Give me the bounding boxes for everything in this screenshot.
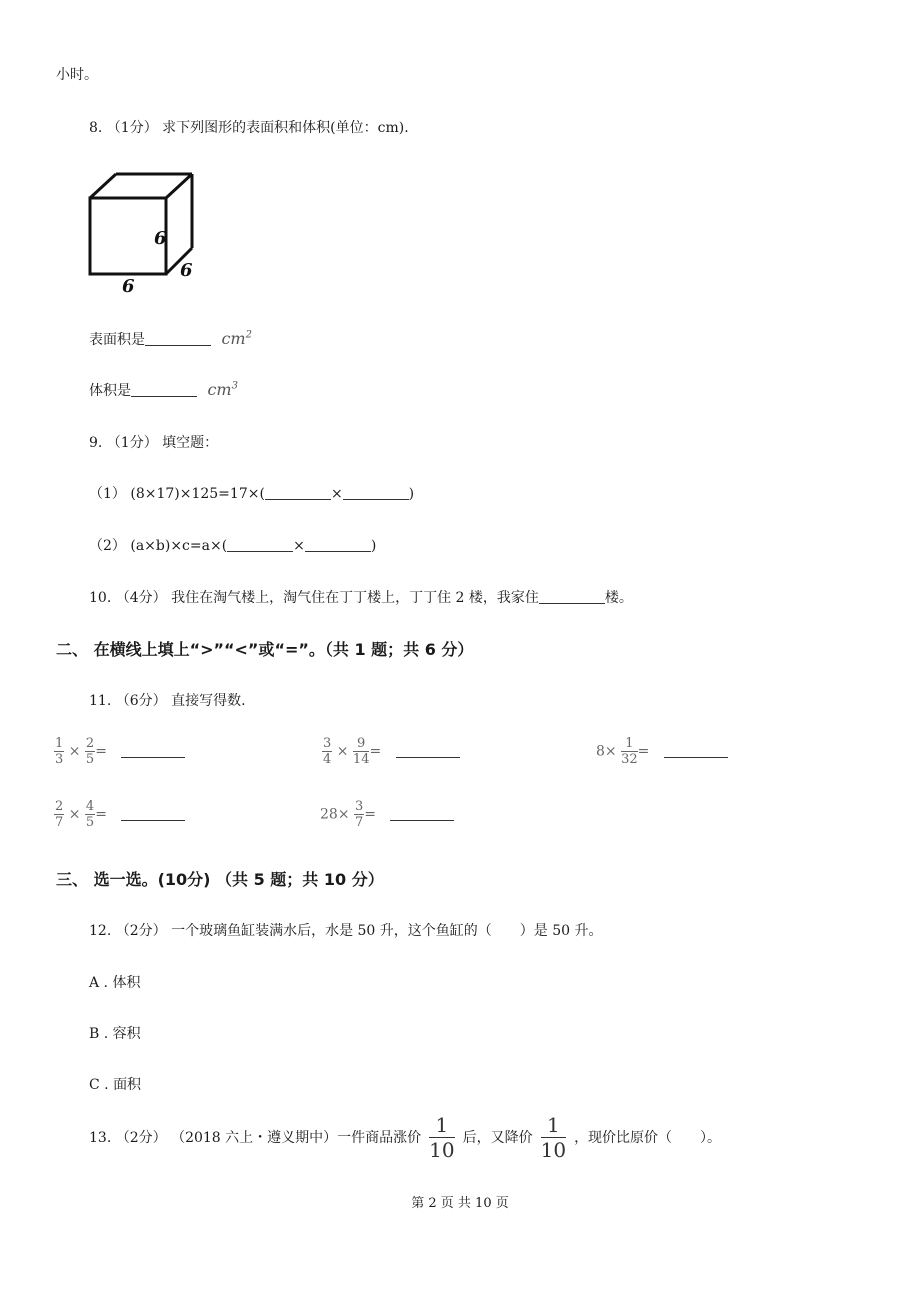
volume-line bbox=[89, 380, 238, 400]
fraction: $\frac{9}{14}$ bbox=[352, 736, 370, 767]
answer-blank-2[interactable] bbox=[396, 743, 460, 758]
fraction: $\frac{4}{5}$ bbox=[85, 799, 95, 830]
expression-4: $\frac{2}{7}$ × $\frac{4}{5}$ = bbox=[54, 800, 185, 829]
cube-depth-label: 6 bbox=[180, 260, 193, 281]
answer-blank-3[interactable] bbox=[664, 743, 728, 758]
cube-height-label: 6 bbox=[154, 228, 167, 249]
section-2-title: 二、 在横线上填上“>”“<”或“=”。（共 1 题；共 6 分） bbox=[56, 640, 474, 659]
fraction: $\frac{2}{5}$ bbox=[85, 736, 95, 767]
unit-square-cm: $cm^2$ bbox=[221, 329, 252, 348]
section-3-title: 三、 选一选。(10分) （共 5 题；共 10 分） bbox=[56, 870, 384, 889]
question-12-stem: 12. （2分） 一个玻璃鱼缸装满水后，水是 50 升，这个鱼缸的（ ）是 50 升。 bbox=[89, 923, 603, 939]
cube-figure bbox=[84, 168, 204, 298]
expression-1: $\frac{1}{3}$ × $\frac{2}{5}$ = bbox=[54, 737, 185, 766]
unit-cubic-cm: $cm^3$ bbox=[207, 380, 238, 399]
q10-blank[interactable] bbox=[539, 589, 605, 604]
fraction-one-tenth: $\frac{1}{10}$ bbox=[429, 1112, 455, 1162]
question-8-stem: 8. （1分） 求下列图形的表面积和体积(单位：cm). bbox=[89, 120, 409, 136]
cube-width-label: 6 bbox=[122, 276, 135, 297]
q9-p1-blank-1[interactable] bbox=[265, 485, 331, 500]
answer-blank-4[interactable] bbox=[121, 806, 185, 821]
q9-p1-blank-2[interactable] bbox=[343, 485, 409, 500]
volume-label: 体积是 bbox=[89, 383, 131, 399]
fraction: $\frac{3}{7}$ bbox=[355, 799, 364, 830]
expression-2: $\frac{3}{4}$ × $\frac{9}{14}$ = bbox=[322, 737, 460, 766]
option-a[interactable]: A . 体积 bbox=[89, 975, 141, 991]
fraction: $\frac{3}{4}$ bbox=[323, 736, 332, 767]
surface-area-blank[interactable] bbox=[145, 331, 211, 346]
question-13: 13. （2分） （2018 六上・遵义期中）一件商品涨价 $\frac{1}{10}$ 后，又降价 $\frac{1}{10}$ ，现价比原价（ ）。 bbox=[89, 1112, 722, 1162]
fraction: $\frac{1}{3}$ bbox=[55, 736, 64, 767]
surface-area-line bbox=[89, 329, 252, 349]
question-9-part-1: （1） (8×17)×125=17×( × ) bbox=[89, 486, 415, 502]
fraction-one-tenth: $\frac{1}{10}$ bbox=[540, 1112, 567, 1162]
q9-p2-blank-2[interactable] bbox=[305, 537, 371, 552]
question-11-stem: 11. （6分） 直接写得数. bbox=[89, 693, 246, 709]
q9-p2-blank-1[interactable] bbox=[227, 537, 293, 552]
volume-blank[interactable] bbox=[131, 382, 197, 397]
previous-answer-tail: 小时。 bbox=[56, 67, 98, 83]
question-9-part-2: （2） (a×b)×c=a×( × ) bbox=[89, 538, 377, 554]
question-9-stem: 9. （1分） 填空题： bbox=[89, 435, 219, 451]
option-c[interactable]: C . 面积 bbox=[89, 1077, 142, 1093]
expression-5: 28× $\frac{3}{7}$ = bbox=[320, 800, 454, 829]
answer-blank-5[interactable] bbox=[390, 806, 454, 821]
fraction: $\frac{2}{7}$ bbox=[55, 799, 64, 830]
surface-area-label: 表面积是 bbox=[89, 332, 145, 348]
expression-3: 8× $\frac{1}{32}$ = bbox=[596, 737, 728, 766]
page-footer: 第 2 页 共 10 页 bbox=[411, 1196, 509, 1211]
answer-blank-1[interactable] bbox=[121, 743, 185, 758]
fraction: $\frac{1}{32}$ bbox=[621, 736, 638, 767]
option-b[interactable]: B . 容积 bbox=[89, 1026, 141, 1042]
question-10: 10. （4分） 我住在淘气楼上，淘气住在丁丁楼上，丁丁住 2 楼，我家住 楼。 bbox=[89, 590, 633, 606]
